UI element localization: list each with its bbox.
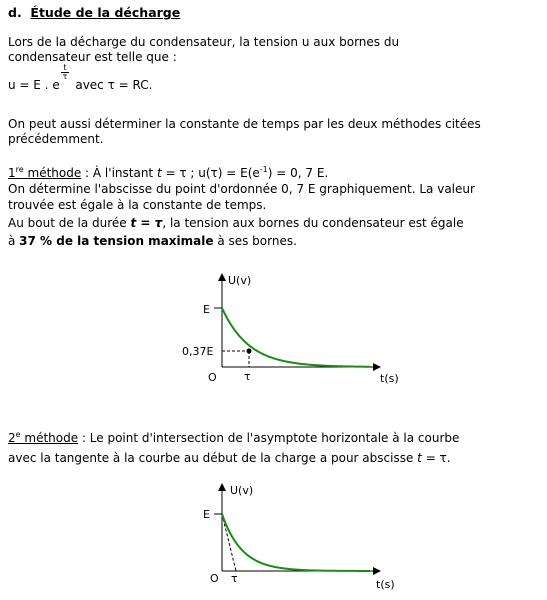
method1-line-2: On détermine l'abscisse du point d'ordonnée 0, 7 E graphiquement. La valeur [8,182,475,196]
graph1-tau-point [247,349,252,354]
graph2-y-axis-label: U(v) [230,484,254,497]
para2-line-2: précédemment. [8,132,104,146]
method2-label: 2e méthode [8,430,79,445]
graph2-tau-label: τ [231,572,238,585]
graph2-tangent-dashed [222,514,236,571]
section-title: Étude de la décharge [30,5,181,20]
graph1-e-label: E [203,303,210,316]
section-heading [8,5,180,20]
graph1-y-axis-label: U(v) [228,274,252,287]
graph1-origin-label: O [208,371,217,384]
graph1-x-axis-label: t(s) [380,372,399,385]
graph-2-discharge [170,478,410,596]
method1-line-3: trouvée est égale à la constante de temps. [8,198,267,212]
graph2-e-label: E [203,508,210,521]
intro-line-1: Lors de la décharge du condensateur, la tension u aux bornes du [8,35,400,49]
method1-line-1: 1re méthode : À l'instant t = τ ; $u(\tau) = E(e^{-1}) = 0$, 7 E. [8,165,329,180]
graph2-discharge-curve [222,514,370,571]
formula-exp-denominator: τ [62,72,68,81]
formula-left: u = E . e [8,78,60,92]
graph1-tau-label: τ [244,370,251,383]
section-letter: d. [8,5,22,20]
method1-line-5: à 37 % de la tension maximale à ses bornes. [8,234,297,248]
intro-line-2: condensateur est telle que : [8,50,177,64]
graph1-level-label: 0,37E [182,345,214,358]
formula-exp-numerator: t [63,63,67,72]
graph2-x-axis-label: t(s) [376,578,395,591]
graph2-origin-label: O [210,572,219,585]
method1-line-4: Au bout de la durée t = τ, la tension aux bornes du condensateur est égale [8,216,464,230]
formula-right: avec τ = RC. [71,78,153,92]
method1-label: 1re méthode [8,165,82,180]
discharge-formula [8,63,153,98]
method2-line-1: 2e méthode : Le point d'intersection de l'asymptote horizontale à la courbe [8,430,460,445]
formula-exponent [61,64,69,81]
method2-line-2: avec la tangente à la courbe au début de la charge a pour abscisse t = τ. [8,451,451,465]
graph1-discharge-curve [222,308,370,367]
graph-1-discharge [170,268,410,393]
para2-line-1: On peut aussi déterminer la constante de temps par les deux méthodes citées [8,117,481,131]
